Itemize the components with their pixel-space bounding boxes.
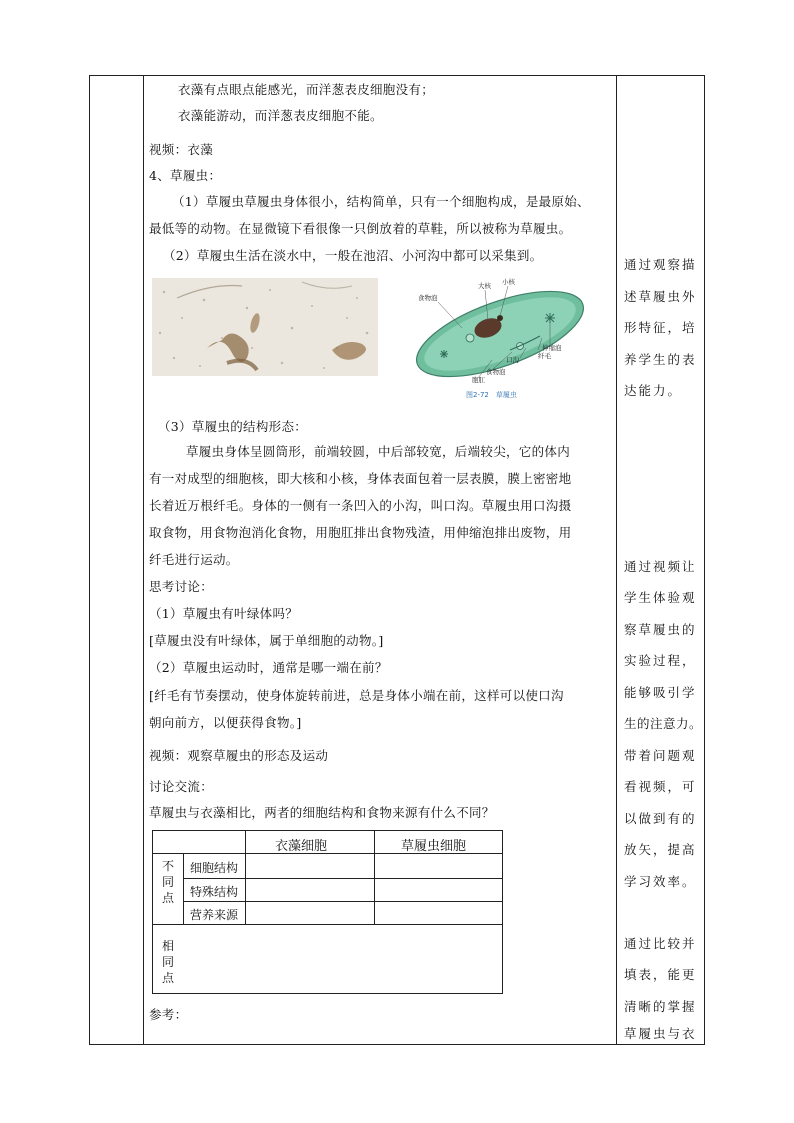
question-line: （2）草履虫运动时，通常是哪一端在前？	[149, 660, 388, 675]
side-note-line: 通过观察描	[624, 257, 697, 272]
question-line: （1）草履虫有叶绿体吗？	[149, 606, 299, 621]
paramecium-structure-diagram	[400, 276, 600, 400]
text-line: 有一对成型的细胞核，即大核和小核，身体表面包着一层表膜，膜上密密地	[149, 471, 572, 486]
side-note-line: 看视频，可	[624, 779, 697, 794]
side-note-line: 察草履虫的	[624, 622, 697, 637]
label-oral-groove: 口沟	[506, 356, 519, 364]
text-line: 草履虫与衣藻相比，两者的细胞结构和食物来源有什么不同？	[149, 805, 495, 820]
column-divider-right	[616, 76, 617, 1044]
same-label-char: 同	[162, 955, 175, 969]
label-micronucleus: 小核	[502, 278, 515, 286]
diff-label-char: 同	[162, 875, 175, 889]
side-note-line: 学习效率。	[624, 874, 697, 889]
label-cilia: 纤毛	[538, 352, 551, 360]
table-row-label: 特殊结构	[190, 885, 239, 899]
side-note-line: 达能力。	[624, 383, 683, 398]
section-heading: 讨论交流：	[149, 779, 214, 794]
same-label-char: 相	[162, 939, 175, 953]
text-line: 长着近万根纤毛。身体的一侧有一条凹入的小沟，叫口沟。草履虫用口沟摄	[149, 498, 572, 513]
side-note-line: 通过比较并	[624, 936, 697, 951]
side-note-line: 清晰的掌握	[624, 999, 697, 1014]
section-heading: 4、草履虫：	[149, 168, 222, 183]
side-note-line: 能够吸引学	[624, 685, 697, 700]
text-line: （2）草履虫生活在淡水中，一般在池沼、小河沟中都可以采集到。	[163, 248, 543, 263]
label-anal-pore: 胞肛	[472, 376, 485, 384]
column-divider-left	[143, 76, 144, 1044]
diff-label-char: 不	[162, 859, 175, 873]
text-line: 衣藻有点眼点能感光，而洋葱表皮细胞没有；	[178, 82, 435, 97]
comparison-table	[152, 830, 503, 994]
table-header-paramecium: 草履虫细胞	[401, 839, 467, 854]
side-note-line: 以做到有的	[624, 811, 697, 826]
text-line: 纤毛进行运动。	[149, 552, 239, 567]
text-line: 最低等的动物。在显微镜下看很像一只倒放着的草鞋，所以被称为草履虫。	[149, 221, 572, 236]
video-label: 视频：衣藻	[149, 142, 214, 157]
side-note-line: 形特征，培	[624, 320, 697, 335]
section-heading: （3）草履虫的结构形态：	[158, 419, 308, 434]
side-note-line: 带着问题观	[624, 748, 697, 763]
side-note-line: 填表，能更	[624, 967, 697, 982]
diagram-caption: 图2-72 草履虫	[466, 391, 517, 399]
side-note-line: 通过视频让	[624, 559, 697, 574]
section-heading: 思考讨论：	[149, 579, 214, 594]
answer-line: 朝向前方，以便获得食物。]	[149, 715, 302, 730]
label-food-vacuole: 食物泡	[418, 294, 438, 302]
side-note-line: 放矢，提高	[624, 842, 697, 857]
side-note-line: 生的注意力。	[624, 716, 703, 731]
answer-line: [草履虫没有叶绿体，属于单细胞的动物。]	[149, 633, 384, 648]
label-macronucleus: 大核	[478, 282, 491, 290]
reference-label: 参考：	[149, 1007, 188, 1022]
table-row-label: 营养来源	[190, 908, 239, 922]
side-note-line: 述草履虫外	[624, 289, 697, 304]
side-note-line: 草履虫与衣	[624, 1026, 697, 1041]
paramecium-microscope-photo	[152, 278, 378, 376]
side-note-line: 实验过程，	[624, 653, 697, 668]
table-row-label: 细胞结构	[190, 861, 239, 875]
side-note-line: 学生体验观	[624, 590, 697, 605]
text-line: 取食物，用食物泡消化食物，用胞肛排出食物残渣，用伸缩泡排出废物，用	[149, 525, 572, 540]
table-header-chlamydomonas: 衣藻细胞	[275, 839, 328, 854]
side-note-line: 养学生的表	[624, 352, 697, 367]
text-line: 草履虫身体呈圆筒形，前端较圆，中后部较宽，后端较尖，它的体内	[186, 444, 571, 459]
diff-label-char: 点	[162, 891, 175, 905]
video-label: 视频：观察草履虫的形态及运动	[149, 748, 329, 763]
text-line: 衣藻能游动，而洋葱表皮细胞不能。	[178, 108, 383, 123]
answer-line: [纤毛有节奏摆动，使身体旋转前进，总是身体小端在前，这样可以使口沟	[149, 688, 564, 703]
text-line: （1）草履虫草履虫身体很小，结构简单，只有一个细胞构成，是最原始、	[172, 194, 590, 209]
same-label-char: 点	[162, 971, 175, 985]
label-food-vacuole-2: 食物泡	[486, 368, 506, 376]
label-contractile-vacuole: 伸缩泡	[542, 344, 562, 352]
